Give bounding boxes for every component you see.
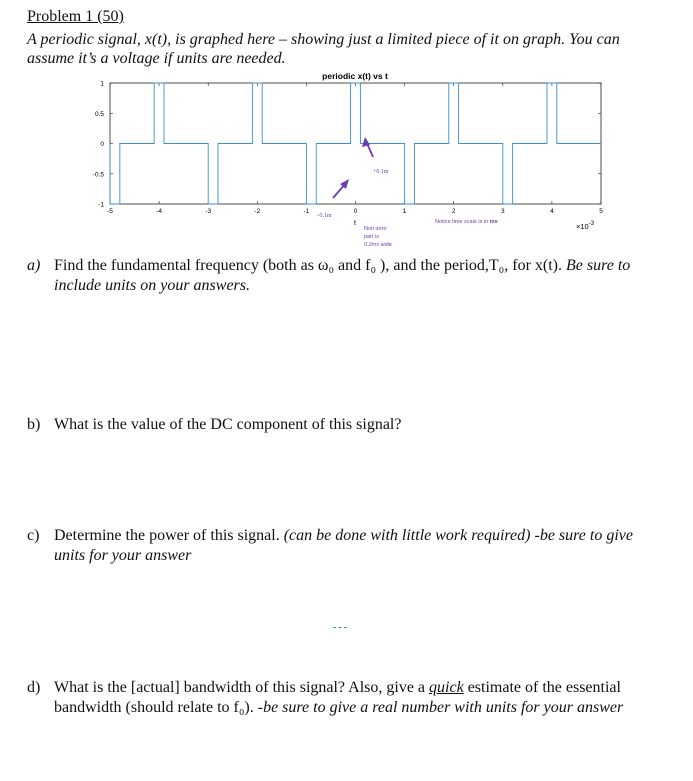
y-tick-label: 0	[100, 141, 104, 148]
x-tick-labels	[107, 208, 603, 215]
y-tick-label: -0.5	[92, 171, 104, 179]
question-c-emph: (can be done with little work required) -be sure to give units for your answer	[54, 527, 633, 564]
question-b-text: What is the value of the DC component of this signal?	[54, 416, 402, 433]
problem-intro: A periodic signal, x(t), is graphed here – showing just a limited piece of it on graph. You can assume it’s a voltage if units are needed.	[27, 31, 620, 67]
scale-note: Notice time scale is in ms	[435, 219, 498, 225]
nonzero-note-3: 0.2ms wide	[364, 242, 392, 248]
question-d-emph: -be sure to give a real number with units for your answer	[257, 699, 624, 716]
question-a-emph: Be sure to include units on your answers.	[54, 257, 631, 294]
x-tick-label: 5	[599, 208, 603, 215]
x-tick-label: 0	[353, 208, 358, 215]
x-tick-label: -1	[303, 208, 310, 215]
chart-title: periodic x(t) vs t	[322, 71, 388, 81]
question-c-label: c)	[27, 527, 40, 544]
question-c	[27, 526, 667, 566]
pos-marker-label: +0.1m	[373, 169, 389, 175]
question-d-underlined: quick	[429, 679, 464, 696]
x-tick-label: -2	[254, 208, 261, 215]
t-label: t	[354, 220, 356, 227]
x-tick-label: -3	[205, 208, 212, 215]
question-a-text: Find the fundamental frequency (both as ω₀ and f₀ ), and the period,T₀, for x(t).	[54, 257, 562, 274]
question-a-label: a)	[27, 257, 41, 274]
x-tick-label: 1	[402, 208, 407, 215]
question-d	[27, 678, 667, 718]
x-tick-label: -4	[156, 208, 162, 215]
y-tick-label: -1	[98, 201, 104, 209]
y-tick-labels	[93, 81, 105, 209]
question-d-label: d)	[27, 679, 41, 696]
y-tick-label: 1	[100, 80, 104, 88]
question-a	[27, 256, 667, 296]
neg-marker-label: −0.1m	[316, 213, 332, 219]
y-tick-label: 0.5	[94, 110, 104, 118]
question-c-text: Determine the power of this signal.	[54, 527, 280, 544]
question-d-text-2: estimate of the essential bandwidth (should relate to f₀).	[54, 679, 621, 716]
x-tick-label: -5	[107, 208, 113, 215]
exponent-label: $\times 10^{-3}$	[576, 221, 595, 231]
question-b-label: b)	[27, 416, 41, 433]
stray-mark	[333, 627, 347, 629]
signal-chart	[0, 0, 693, 260]
nonzero-note-1: Non-zero	[364, 226, 387, 232]
question-d-text-1: What is the [actual] bandwidth of this signal? Also, give a	[54, 679, 426, 696]
nonzero-note-2: part is	[364, 234, 379, 240]
x-tick-label: 2	[451, 208, 456, 215]
x-tick-label: 4	[550, 208, 554, 215]
x-tick-label: 3	[500, 208, 505, 215]
question-b	[27, 415, 667, 435]
problem-title: Problem 1 (50)	[27, 8, 124, 25]
